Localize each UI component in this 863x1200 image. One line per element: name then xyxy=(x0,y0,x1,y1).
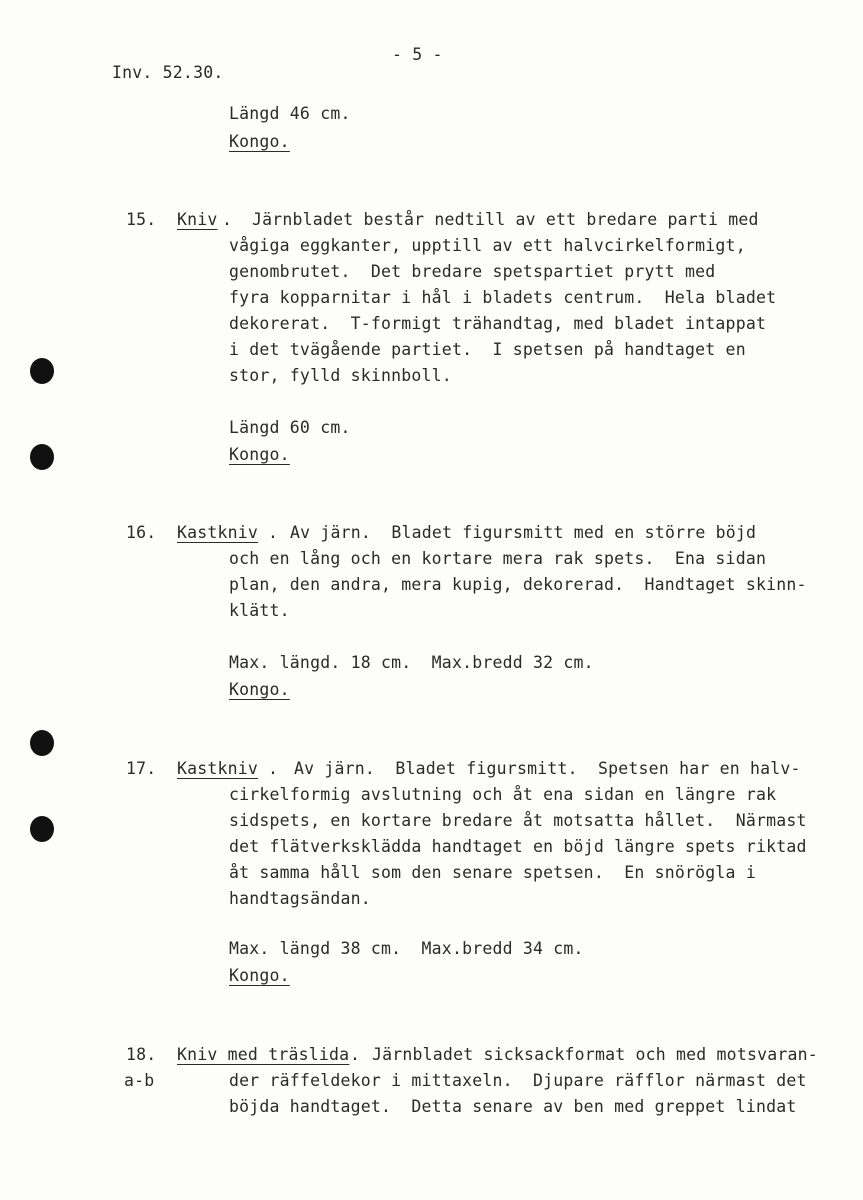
description-line: klätt. xyxy=(229,601,290,620)
item-description-continued xyxy=(229,1068,807,1120)
description-line: Järnbladet sicksackformat och med motsvaran- xyxy=(372,1045,818,1064)
description-line: sidspets, en kortare bredare åt motsatta hållet. Närmast xyxy=(229,811,807,830)
description-line: stor, fylld skinnboll. xyxy=(229,366,452,385)
item-description xyxy=(290,520,756,546)
inventory-number: Inv. 52.30. xyxy=(112,63,224,82)
item-origin: Kongo. xyxy=(229,680,290,699)
description-line: vågiga eggkanter, upptill av ett halvcirkelformigt, xyxy=(229,236,746,255)
item-number: 17. xyxy=(126,759,157,778)
description-line: fyra kopparnitar i hål i bladets centrum. Hela bladet xyxy=(229,288,777,307)
item-number: 18. xyxy=(126,1045,157,1064)
description-line: Av järn. Bladet figursmitt. Spetsen har en halv- xyxy=(294,759,801,778)
item-name: Kastkniv xyxy=(177,523,259,542)
item-measure: Längd 60 cm. xyxy=(229,418,351,437)
intro-origin: Kongo. xyxy=(229,132,290,151)
punch-hole xyxy=(30,358,54,384)
description-line: dekorerat. T-formigt trähandtag, med bladet intappat xyxy=(229,314,767,333)
punch-hole xyxy=(30,730,54,756)
punch-hole xyxy=(30,444,54,470)
description-line: Av järn. Bladet figursmitt med en större böjd xyxy=(290,523,757,542)
description-line: det flätverksklädda handtaget en böjd längre spets riktad xyxy=(229,837,807,856)
description-line: der räffeldekor i mittaxeln. Djupare räfflor närmast det xyxy=(229,1071,807,1090)
item-name: Kniv xyxy=(177,210,218,229)
description-line: och en lång och en kortare mera rak spets. Ena sidan xyxy=(229,549,767,568)
item-subnumber: a-b xyxy=(124,1071,155,1090)
page-number: - 5 - xyxy=(392,45,443,64)
item-period: . xyxy=(350,1045,361,1064)
item-description-continued xyxy=(229,233,776,389)
description-line: cirkelformig avslutning och åt ena sidan en längre rak xyxy=(229,785,777,804)
item-measure: Max. längd 38 cm. Max.bredd 34 cm. xyxy=(229,939,584,958)
item-description-continued xyxy=(229,546,807,624)
item-period: . xyxy=(222,210,233,229)
description-line: genombrutet. Det bredare spetspartiet prytt med xyxy=(229,262,716,281)
punch-hole xyxy=(30,816,54,842)
item-number: 15. xyxy=(126,210,157,229)
item-description xyxy=(372,1042,818,1068)
intro-length: Längd 46 cm. xyxy=(229,104,351,123)
item-name: Kniv med träslida xyxy=(177,1045,350,1064)
item-origin: Kongo. xyxy=(229,445,290,464)
description-line: Järnbladet består nedtill av ett bredare parti med xyxy=(252,210,759,229)
item-name: Kastkniv xyxy=(177,759,259,778)
item-number: 16. xyxy=(126,523,157,542)
item-period: . xyxy=(268,759,279,778)
item-description-continued xyxy=(229,782,807,912)
description-line: åt samma håll som den senare spetsen. En snörögla i xyxy=(229,863,756,882)
item-measure: Max. längd. 18 cm. Max.bredd 32 cm. xyxy=(229,653,594,672)
item-description xyxy=(294,756,801,782)
description-line: plan, den andra, mera kupig, dekorerad. Handtaget skinn- xyxy=(229,575,807,594)
item-description xyxy=(252,207,759,233)
description-line: handtagsändan. xyxy=(229,889,371,908)
item-period: . xyxy=(268,523,279,542)
item-origin: Kongo. xyxy=(229,966,290,985)
description-line: böjda handtaget. Detta senare av ben med greppet lindat xyxy=(229,1097,797,1116)
description-line: i det tvägående partiet. I spetsen på handtaget en xyxy=(229,340,746,359)
